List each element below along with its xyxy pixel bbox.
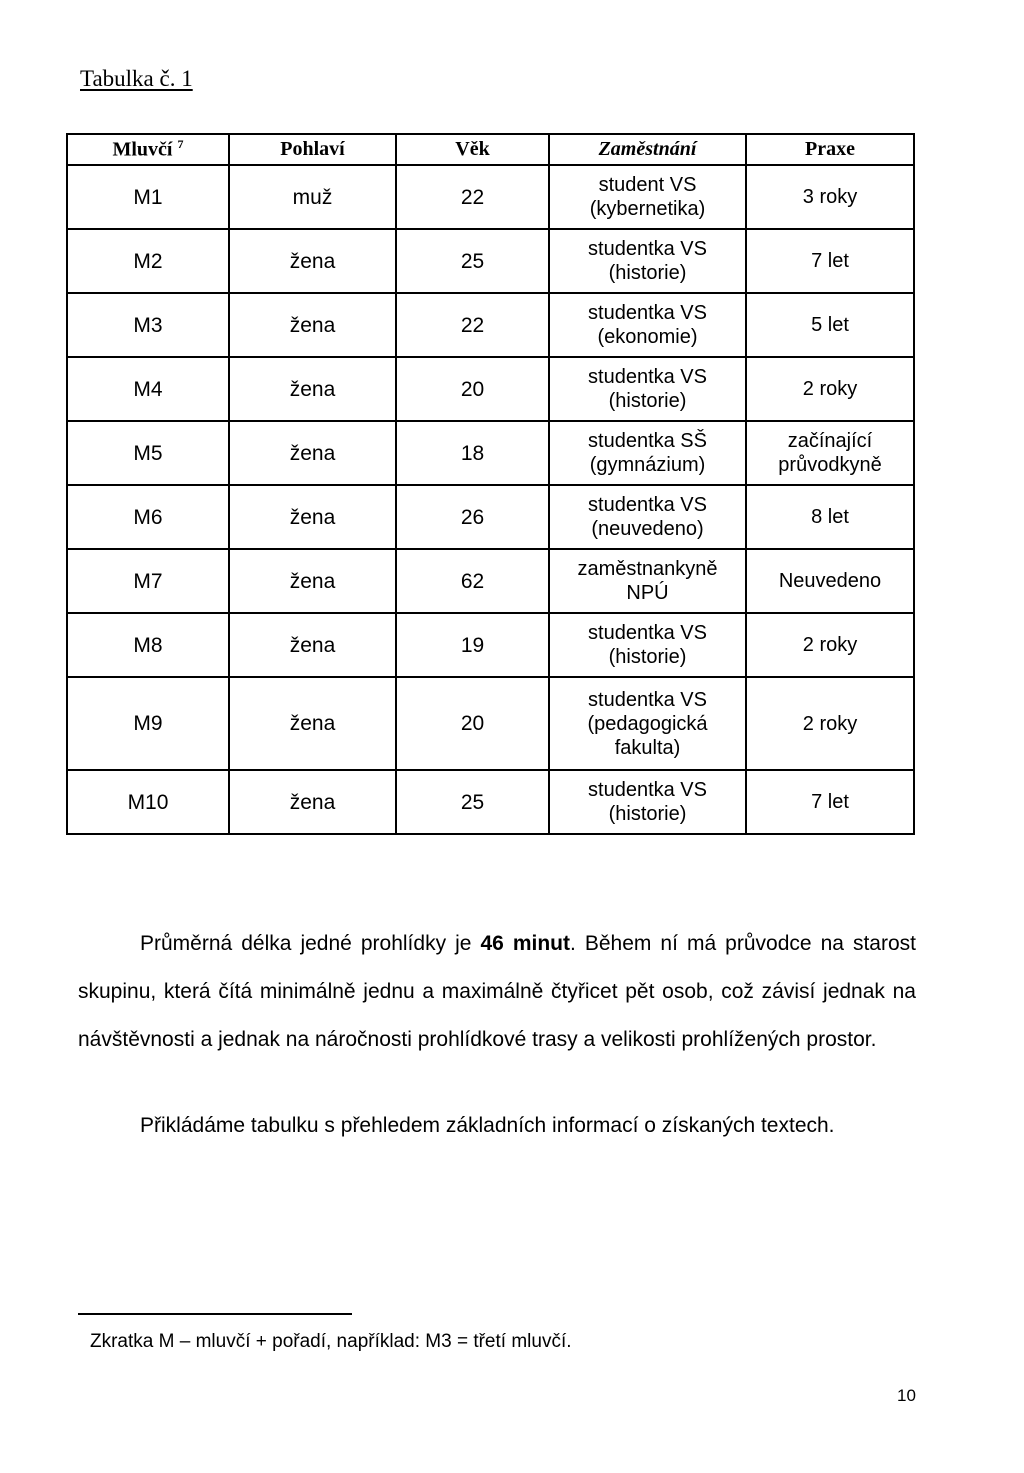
column-header-label: Praxe bbox=[805, 138, 855, 160]
paragraph-table-note: Přikládáme tabulku s přehledem základních informací o získaných textech. bbox=[140, 1114, 835, 1137]
cell-gender: žena bbox=[229, 229, 396, 293]
cell-line: 8 let bbox=[811, 506, 849, 528]
cell-gender: muž bbox=[229, 165, 396, 229]
cell-age: 25 bbox=[396, 229, 549, 293]
cell-line: (ekonomie) bbox=[597, 326, 698, 348]
cell-line: 7 let bbox=[811, 791, 849, 813]
table-row bbox=[67, 293, 914, 357]
table-row bbox=[67, 357, 914, 421]
table-caption: Tabulka č. 1 bbox=[80, 66, 193, 91]
cell-speaker: M9 bbox=[67, 677, 229, 770]
cell-occupation bbox=[549, 677, 746, 770]
cell-practice bbox=[746, 677, 914, 770]
cell-line: (historie) bbox=[608, 262, 687, 284]
cell-line: studentka VS bbox=[588, 366, 707, 388]
cell-line: průvodkyně bbox=[778, 454, 882, 476]
cell-occupation bbox=[549, 229, 746, 293]
column-header-age bbox=[396, 134, 549, 165]
cell-age: 18 bbox=[396, 421, 549, 485]
table-row bbox=[67, 613, 914, 677]
column-header-gender bbox=[229, 134, 396, 165]
cell-gender: žena bbox=[229, 357, 396, 421]
cell-occupation bbox=[549, 421, 746, 485]
cell-line: studentka VS bbox=[588, 238, 707, 260]
cell-line: Neuvedeno bbox=[778, 570, 882, 592]
cell-practice bbox=[746, 770, 914, 834]
cell-age: 26 bbox=[396, 485, 549, 549]
cell-practice bbox=[746, 293, 914, 357]
cell-practice bbox=[746, 165, 914, 229]
column-header-practice bbox=[746, 134, 914, 165]
cell-line: 5 let bbox=[811, 314, 849, 336]
page-number: 10 bbox=[897, 1386, 916, 1405]
cell-gender: žena bbox=[229, 293, 396, 357]
paragraph-text-start: Průměrná délka jedné prohlídky je bbox=[140, 932, 481, 955]
cell-line: studentka VS bbox=[588, 688, 707, 711]
cell-speaker: M7 bbox=[67, 549, 229, 613]
cell-line: 7 let bbox=[811, 250, 849, 272]
cell-age: 25 bbox=[396, 770, 549, 834]
cell-practice bbox=[746, 613, 914, 677]
cell-line: 2 roky bbox=[802, 712, 858, 735]
cell-line: 2 roky bbox=[802, 378, 858, 400]
cell-gender: žena bbox=[229, 485, 396, 549]
footnote-reference: 7 bbox=[177, 137, 184, 152]
cell-occupation bbox=[549, 613, 746, 677]
column-header-speaker bbox=[67, 134, 229, 165]
column-header-label: Zaměstnání bbox=[598, 138, 697, 160]
table-row bbox=[67, 549, 914, 613]
cell-gender: žena bbox=[229, 613, 396, 677]
cell-gender: žena bbox=[229, 770, 396, 834]
column-header-occupation bbox=[549, 134, 746, 165]
cell-practice bbox=[746, 357, 914, 421]
cell-speaker: M2 bbox=[67, 229, 229, 293]
cell-occupation bbox=[549, 165, 746, 229]
table-row bbox=[67, 229, 914, 293]
cell-line: zaměstnankyně bbox=[577, 558, 718, 580]
footnote-divider bbox=[78, 1313, 352, 1315]
cell-line: (historie) bbox=[608, 390, 687, 412]
cell-speaker: M6 bbox=[67, 485, 229, 549]
cell-practice bbox=[746, 549, 914, 613]
cell-line: (neuvedeno) bbox=[591, 518, 704, 540]
speakers-table bbox=[66, 133, 915, 835]
cell-line: (historie) bbox=[608, 646, 687, 668]
cell-age: 22 bbox=[396, 165, 549, 229]
cell-line: NPÚ bbox=[626, 582, 669, 604]
cell-occupation bbox=[549, 770, 746, 834]
table-header-row bbox=[67, 134, 914, 165]
column-header-label: Pohlaví bbox=[280, 138, 345, 160]
cell-line: student VS bbox=[598, 174, 697, 196]
cell-gender: žena bbox=[229, 549, 396, 613]
cell-line: studentka VS bbox=[588, 779, 707, 801]
table-body bbox=[67, 165, 914, 834]
column-header-label: Mluvčí bbox=[112, 138, 173, 161]
cell-gender: žena bbox=[229, 677, 396, 770]
cell-line: studentka VS bbox=[588, 302, 707, 324]
cell-gender: žena bbox=[229, 421, 396, 485]
column-header-label: Věk bbox=[455, 138, 490, 160]
cell-speaker: M8 bbox=[67, 613, 229, 677]
cell-speaker: M3 bbox=[67, 293, 229, 357]
cell-age: 19 bbox=[396, 613, 549, 677]
cell-line: 2 roky bbox=[802, 634, 858, 656]
cell-occupation bbox=[549, 549, 746, 613]
cell-age: 62 bbox=[396, 549, 549, 613]
paragraph-text-end: . Během ní má průvodce na starost skupinu, která čítá minimálně jednu a maximálně čtyřicet pět osob, což závisí jednak na návštěvnosti a jednak na náročnosti prohlídkové trasy a velikosti prohlížených prostor. bbox=[78, 932, 916, 1051]
cell-line: studentka SŠ bbox=[588, 430, 707, 452]
cell-line: (pedagogická bbox=[587, 712, 708, 735]
table-row bbox=[67, 165, 914, 229]
cell-line: (historie) bbox=[608, 803, 687, 825]
table-row bbox=[67, 421, 914, 485]
cell-age: 22 bbox=[396, 293, 549, 357]
cell-practice bbox=[746, 421, 914, 485]
cell-occupation bbox=[549, 485, 746, 549]
table-row bbox=[67, 485, 914, 549]
cell-practice bbox=[746, 229, 914, 293]
cell-speaker: M4 bbox=[67, 357, 229, 421]
table-row bbox=[67, 770, 914, 834]
footnote bbox=[90, 1331, 572, 1353]
cell-line: 3 roky bbox=[802, 186, 858, 208]
cell-line: (gymnázium) bbox=[589, 454, 706, 476]
cell-line: (kybernetika) bbox=[589, 198, 706, 220]
cell-practice bbox=[746, 485, 914, 549]
table-row bbox=[67, 677, 914, 770]
cell-age: 20 bbox=[396, 357, 549, 421]
paragraph-tour-length bbox=[78, 920, 916, 1064]
cell-line: začínající bbox=[787, 430, 873, 452]
cell-line: studentka VS bbox=[588, 494, 707, 516]
cell-age: 20 bbox=[396, 677, 549, 770]
cell-speaker: M10 bbox=[67, 770, 229, 834]
cell-line: fakulta) bbox=[614, 736, 681, 759]
cell-speaker: M1 bbox=[67, 165, 229, 229]
cell-speaker: M5 bbox=[67, 421, 229, 485]
cell-line: studentka VS bbox=[588, 622, 707, 644]
footnote-text: Zkratka M – mluvčí + pořadí, například: M3 = třetí mluvčí. bbox=[90, 1331, 572, 1352]
cell-occupation bbox=[549, 293, 746, 357]
cell-occupation bbox=[549, 357, 746, 421]
tour-duration: 46 minut bbox=[480, 932, 571, 955]
